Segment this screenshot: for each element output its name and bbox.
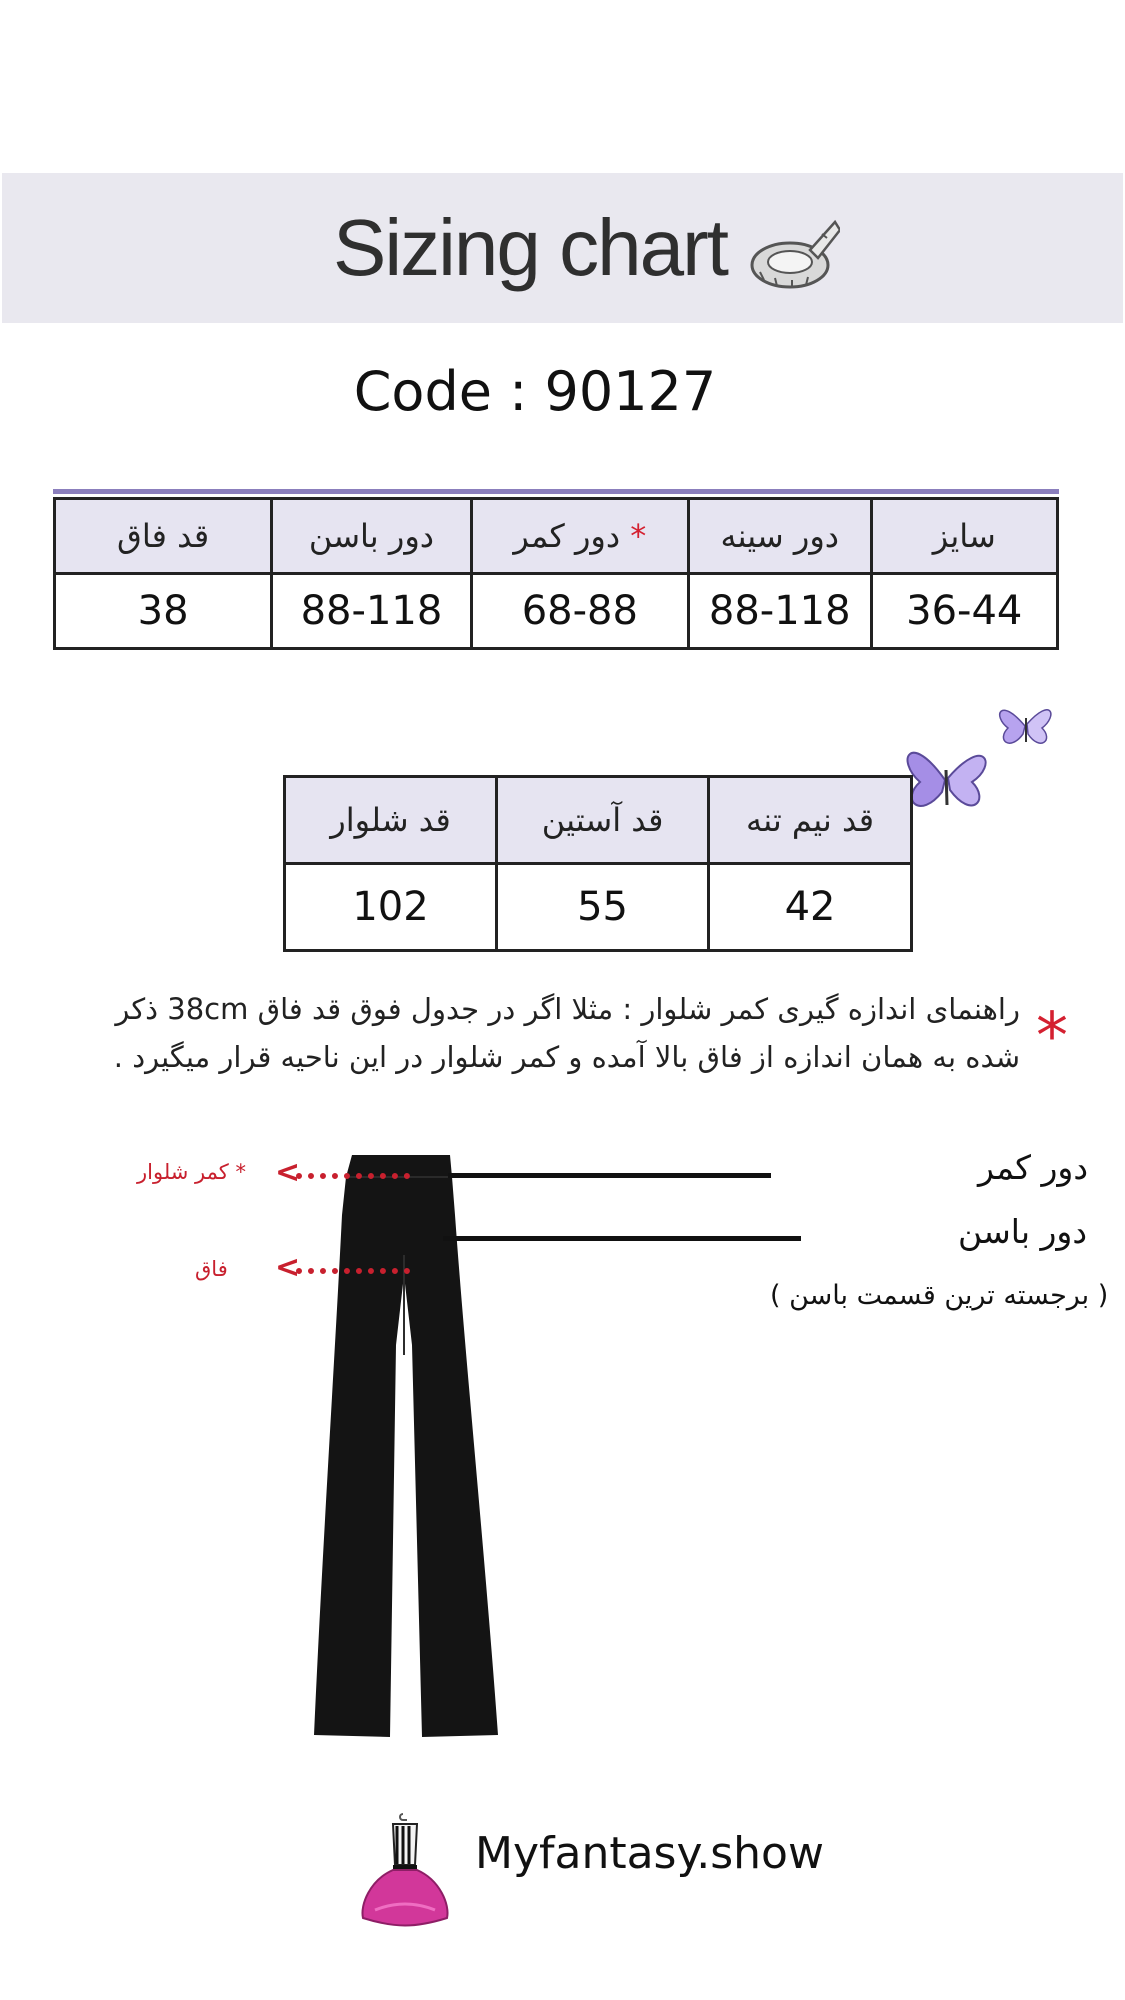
value-chest: 88-118 [688, 574, 871, 649]
value-waist: 68-88 [471, 574, 688, 649]
value-size: 36-44 [871, 574, 1058, 649]
header-chest: دور سینه [688, 499, 871, 574]
waist-label: دور کمر [978, 1148, 1089, 1187]
hip-note: ( برجسته ترین قسمت باسن ) [770, 1280, 1109, 1311]
table-top-accent [53, 489, 1059, 494]
butterfly-small-icon [990, 688, 1060, 758]
size-table-main [53, 497, 1059, 650]
note-star: * [1036, 1000, 1068, 1074]
pants-image [300, 1155, 530, 1745]
header-hip: دور باسن [272, 499, 471, 574]
page-title: Sizing chart [333, 203, 727, 292]
value-sleeve-length: 55 [497, 864, 709, 951]
table-row [285, 864, 912, 951]
value-pants-length: 102 [285, 864, 497, 951]
rise-arrow-icon: < [275, 1250, 301, 1285]
red-waist-label: * کمر شلوار [137, 1160, 246, 1184]
note-line-2: شده به همان اندازه از فاق بالا آمده و کمر شلوار در این ناحیه قرار میگیرد . [113, 1040, 1020, 1074]
waist-leader-line [448, 1173, 771, 1178]
waist-star: * [630, 517, 647, 555]
table-header-row [55, 499, 1058, 574]
dress-logo-icon [355, 1810, 455, 1930]
table-row [55, 574, 1058, 649]
hip-label: دور باسن [958, 1212, 1088, 1251]
rise-dotted-line [296, 1268, 410, 1274]
measurement-note [80, 985, 1020, 1081]
header-crop-length: قد نیم تنه [709, 777, 912, 864]
header-size: سایز [871, 499, 1058, 574]
brand-name: Myfantasy.show [475, 1828, 824, 1879]
value-rise: 38 [55, 574, 272, 649]
value-crop-length: 42 [709, 864, 912, 951]
product-code: Code : 90127 [353, 360, 717, 423]
waist-header-label: دور کمر [513, 517, 621, 555]
size-table-extra [283, 775, 913, 952]
header-waist [471, 499, 688, 574]
header-rise: قد فاق [55, 499, 272, 574]
header-pants-length: قد شلوار [285, 777, 497, 864]
header-sleeve-length: قد آستین [497, 777, 709, 864]
measuring-tape-icon [740, 210, 840, 300]
waist-dotted-line [296, 1173, 410, 1179]
value-hip: 88-118 [272, 574, 471, 649]
table-header-row [285, 777, 912, 864]
note-line-1: راهنمای اندازه گیری کمر شلوار : مثلا اگر در جدول فوق قد فاق 38cm ذکر [115, 992, 1020, 1026]
red-rise-label: فاق [195, 1257, 228, 1281]
hip-leader-line [443, 1236, 801, 1241]
waist-arrow-icon: < [275, 1155, 301, 1190]
